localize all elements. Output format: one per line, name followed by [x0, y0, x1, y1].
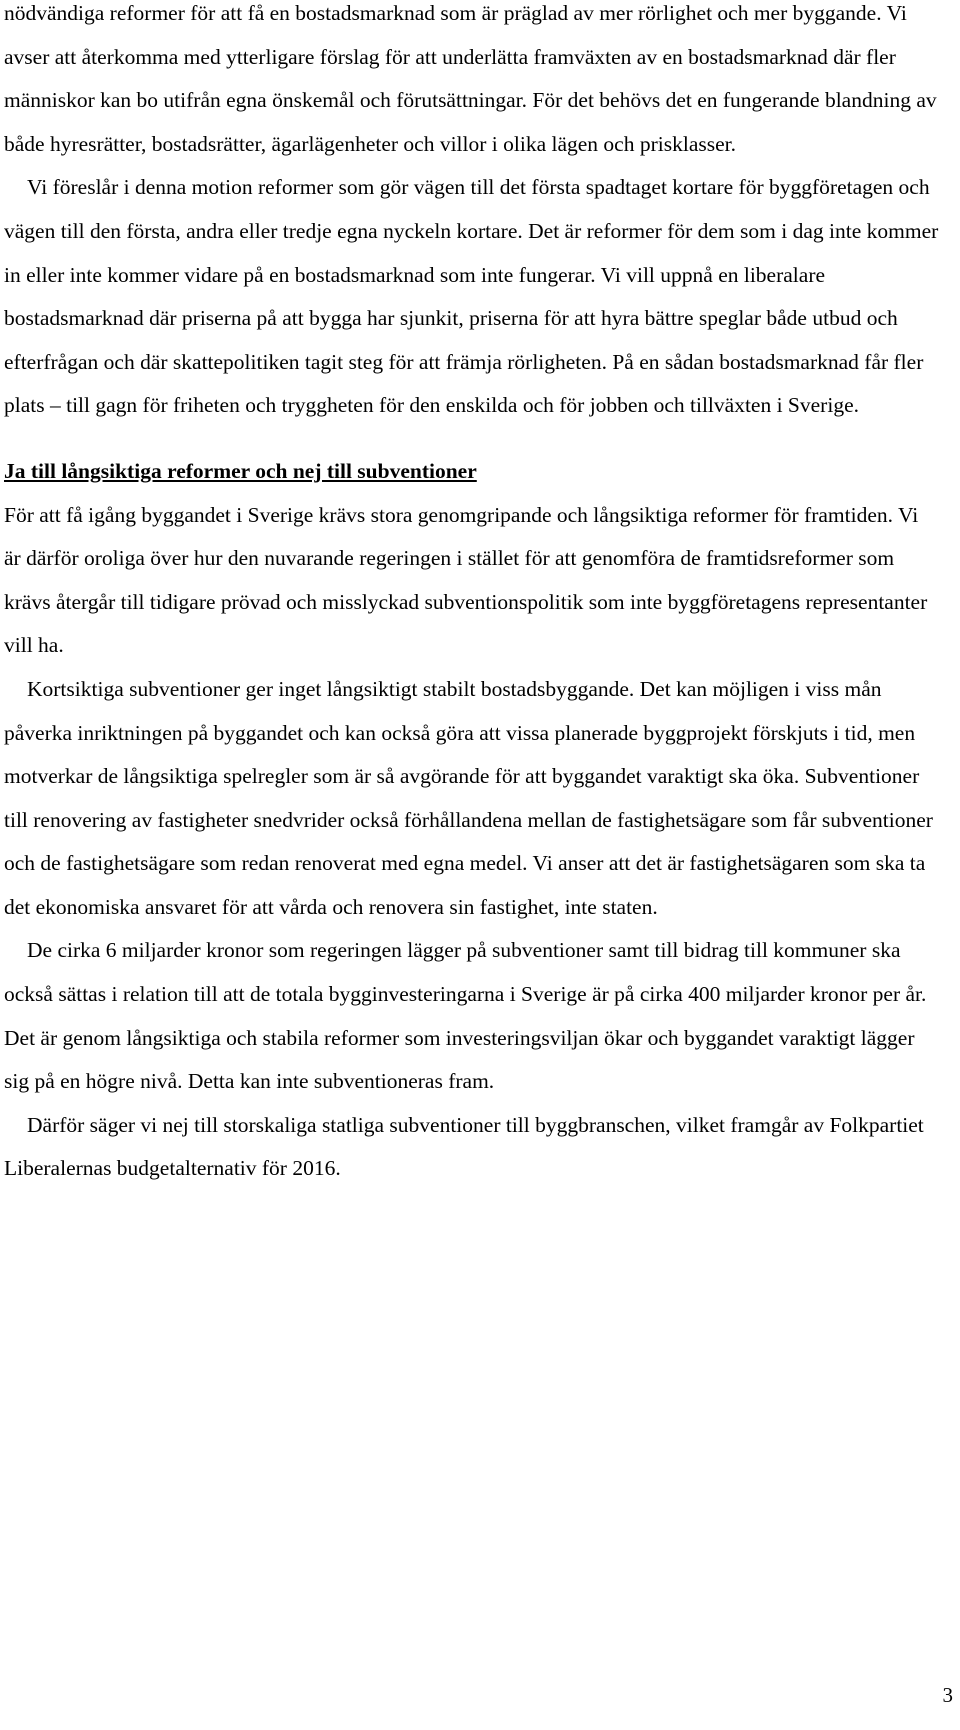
paragraph-intro-1: nödvändiga reformer för att få en bostadsmarknad som är präglad av mer rörlighet och mer byggande. Vi avser att återkomma med ytterligare förslag för att underlätta framväxten av en bostadsmarknad där fler människor kan bo utifrån egna önskemål och förutsättningar. För det behövs det en fungerande blandning av både hyresrätter, bostadsrätter, ägarlägenheter och villor i olika lägen och prisklasser. [4, 1, 937, 156]
paragraph-section-2: Kortsiktiga subventioner ger inget långsiktigt stabilt bostadsbyggande. Det kan möjligen i viss mån påverka inriktningen på byggandet och kan också göra att vissa planerade byggprojekt förskjuts i tid, men motverkar de långsiktiga spelregler som är så avgörande för att byggandet varaktigt ska öka. Subventioner till renovering av fastigheter snedvrider också förhållandena mellan de fastighetsägare som får subventioner och de fastighetsägare som redan renoverat med egna medel. Vi anser att det är fastighetsägaren som ska ta det ekonomiska ansvaret för att vårda och renovera sin fastighet, inte staten. [4, 676, 933, 919]
paragraph-section-3: De cirka 6 miljarder kronor som regeringen lägger på subventioner samt till bidrag till kommuner ska också sättas i relation till att de totala bygginvesteringarna i Sverige är på cirka 400 miljarder kronor per år. Det är genom långsiktiga och stabila reformer som investeringsviljan ökar och byggandet varaktigt lägger sig på en högre nivå. Detta kan inte subventioneras fram. [4, 938, 927, 1094]
paragraph-section-1: För att få igång byggandet i Sverige krävs stora genomgripande och långsiktiga reformer för framtiden. Vi är därför oroliga över hur den nuvarande regeringen i stället för att genomföra de framtidsreformer som krävs återgår till tidigare prövad och misslyckad subventionspolitik som inte byggföretagens representanter vill ha. [4, 502, 928, 658]
body-text [4, 0, 940, 1191]
page-number: 3 [942, 1683, 953, 1707]
section-heading: Ja till långsiktiga reformer och nej till subventioner [4, 458, 477, 483]
paragraph-intro-2: Vi föreslår i denna motion reformer som gör vägen till det första spadtaget kortare för byggföretagen och vägen till den första, andra eller tredje egna nyckeln kortare. Det är reformer för dem som i dag inte kommer in eller inte kommer vidare på en bostadsmarknad som inte fungerar. Vi vill uppnå en liberalare bostadsmarknad där priserna på att bygga har sjunkit, priserna för att hyra bättre speglar både utbud och efterfrågan och där skattepolitiken tagit steg för att främja rörligheten. På en sådan bostadsmarknad får fler plats – till gagn för friheten och tryggheten för den enskilda och för jobben och tillväxten i Sverige. [4, 175, 939, 418]
paragraph-section-4: Därför säger vi nej till storskaliga statliga subventioner till byggbranschen, vilket framgår av Folkpartiet Liberalernas budgetalternativ för 2016. [4, 1112, 924, 1181]
